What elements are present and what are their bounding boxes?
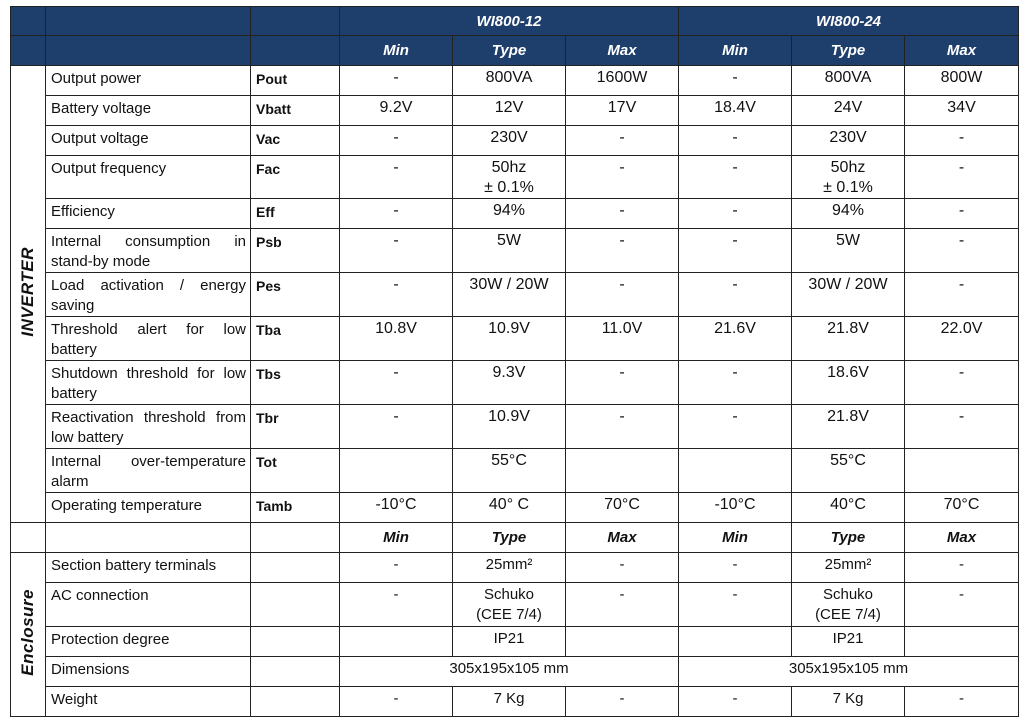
value-cell: 17V	[566, 96, 679, 126]
value-cell: -	[340, 273, 453, 317]
value-cell: -	[679, 583, 792, 627]
value-cell: -	[679, 199, 792, 229]
value-cell: 34V	[905, 96, 1019, 126]
value-cell: 21.8V	[792, 405, 905, 449]
value-cell: -	[340, 687, 453, 717]
parameter-symbol: Tbs	[251, 361, 340, 405]
value-cell: -	[679, 405, 792, 449]
value-cell: 800VA	[792, 66, 905, 96]
table-row	[11, 126, 1019, 156]
value-cell: -10°C	[340, 493, 453, 523]
table-row	[11, 657, 1019, 687]
value-cell	[905, 449, 1019, 493]
col-header-min: Min	[340, 523, 453, 553]
col-header-type: Type	[453, 36, 566, 66]
value-cell: -	[905, 361, 1019, 405]
value-cell: -	[679, 687, 792, 717]
parameter-symbol: Pes	[251, 273, 340, 317]
parameter-symbol	[251, 627, 340, 657]
value-cell: -	[905, 583, 1019, 627]
table-row	[11, 493, 1019, 523]
value-cell: -	[340, 199, 453, 229]
parameter-name: Output power	[46, 66, 251, 96]
col-header-type: Type	[792, 36, 905, 66]
value-cell	[340, 627, 453, 657]
value-cell: -	[566, 553, 679, 583]
parameter-name: Threshold alert for low battery	[46, 317, 251, 361]
section-label-cell	[11, 553, 46, 717]
table-row	[11, 317, 1019, 361]
value-cell: -	[340, 553, 453, 583]
parameter-symbol: Fac	[251, 156, 340, 199]
value-cell: -	[905, 405, 1019, 449]
col-header-min: Min	[679, 523, 792, 553]
table-row	[11, 229, 1019, 273]
parameter-symbol	[251, 657, 340, 687]
header-blank-cell	[251, 36, 340, 66]
value-cell: 25mm²	[792, 553, 905, 583]
table-row	[11, 553, 1019, 583]
value-cell: -	[566, 229, 679, 273]
value-cell: -	[340, 583, 453, 627]
value-cell: 11.0V	[566, 317, 679, 361]
value-cell: 70°C	[905, 493, 1019, 523]
table-row	[11, 96, 1019, 126]
value-cell: 21.8V	[792, 317, 905, 361]
value-cell: 12V	[453, 96, 566, 126]
parameter-name: Internal consumption in stand-by mode	[46, 229, 251, 273]
value-cell: 50hz ± 0.1%	[453, 156, 566, 199]
parameter-name: Shutdown threshold for low battery	[46, 361, 251, 405]
value-cell: 5W	[792, 229, 905, 273]
value-cell: -	[340, 229, 453, 273]
section-label-enclosure: Enclosure	[18, 589, 37, 676]
section-label-inverter: INVERTER	[18, 247, 37, 337]
value-cell: 9.2V	[340, 96, 453, 126]
header-blank-cell	[11, 523, 46, 553]
header-blank-cell	[11, 36, 46, 66]
inverter-section	[11, 66, 1019, 523]
value-cell: 22.0V	[905, 317, 1019, 361]
value-cell: -	[679, 361, 792, 405]
parameter-symbol: Tot	[251, 449, 340, 493]
table-row	[11, 687, 1019, 717]
value-cell: 55°C	[792, 449, 905, 493]
value-cell: -	[340, 126, 453, 156]
value-cell: -	[340, 361, 453, 405]
table-row	[11, 156, 1019, 199]
value-cell: -	[566, 687, 679, 717]
value-cell: -	[566, 156, 679, 199]
col-header-max: Max	[905, 36, 1019, 66]
table-row	[11, 66, 1019, 96]
table-row	[11, 449, 1019, 493]
value-cell: 40° C	[453, 493, 566, 523]
model-header-12v: WI800-12	[340, 7, 679, 36]
value-cell: 1600W	[566, 66, 679, 96]
value-cell: -	[340, 156, 453, 199]
parameter-name: Dimensions	[46, 657, 251, 687]
parameter-name: Operating temperature	[46, 493, 251, 523]
value-cell: -	[905, 687, 1019, 717]
value-cell: -	[566, 199, 679, 229]
value-cell: -	[566, 361, 679, 405]
col-header-max: Max	[566, 523, 679, 553]
parameter-symbol: Vac	[251, 126, 340, 156]
value-cell: 230V	[792, 126, 905, 156]
value-cell: 7 Kg	[453, 687, 566, 717]
table-row	[11, 405, 1019, 449]
value-cell: IP21	[792, 627, 905, 657]
header-blank-cell	[46, 36, 251, 66]
value-cell: -	[679, 66, 792, 96]
value-cell: 70°C	[566, 493, 679, 523]
parameter-name: Internal over-temperature alarm	[46, 449, 251, 493]
table-row	[11, 583, 1019, 627]
minmax-header-row	[11, 36, 1019, 66]
enclosure-section	[11, 553, 1019, 717]
model-header-row	[11, 7, 1019, 36]
value-cell: -	[905, 199, 1019, 229]
value-cell: Schuko (CEE 7/4)	[792, 583, 905, 627]
header-blank-cell	[46, 7, 251, 36]
value-cell: 9.3V	[453, 361, 566, 405]
table-row	[11, 627, 1019, 657]
value-cell: -	[679, 229, 792, 273]
value-cell: -	[905, 229, 1019, 273]
value-cell: -	[340, 66, 453, 96]
value-cell: -	[340, 405, 453, 449]
value-cell	[566, 449, 679, 493]
value-cell: 18.4V	[679, 96, 792, 126]
table-row	[11, 273, 1019, 317]
value-cell: 305x195x105 mm	[679, 657, 1019, 687]
parameter-symbol: Tamb	[251, 493, 340, 523]
value-cell: -	[905, 273, 1019, 317]
value-cell: 305x195x105 mm	[340, 657, 679, 687]
header-blank-cell	[251, 523, 340, 553]
value-cell: 30W / 20W	[453, 273, 566, 317]
value-cell: -	[905, 156, 1019, 199]
value-cell: -	[566, 583, 679, 627]
table-row	[11, 199, 1019, 229]
col-header-max: Max	[566, 36, 679, 66]
header-blank-cell	[251, 7, 340, 36]
col-header-type: Type	[792, 523, 905, 553]
col-header-type: Type	[453, 523, 566, 553]
parameter-symbol	[251, 687, 340, 717]
parameter-name: Weight	[46, 687, 251, 717]
value-cell: 55°C	[453, 449, 566, 493]
value-cell: 800W	[905, 66, 1019, 96]
parameter-symbol: Pout	[251, 66, 340, 96]
parameter-name: Efficiency	[46, 199, 251, 229]
value-cell: -	[679, 126, 792, 156]
value-cell: 94%	[792, 199, 905, 229]
value-cell: -	[679, 553, 792, 583]
value-cell: -	[566, 273, 679, 317]
value-cell: 50hz ± 0.1%	[792, 156, 905, 199]
value-cell: 800VA	[453, 66, 566, 96]
col-header-min: Min	[340, 36, 453, 66]
parameter-symbol: Psb	[251, 229, 340, 273]
value-cell: 94%	[453, 199, 566, 229]
parameter-symbol: Vbatt	[251, 96, 340, 126]
col-header-min: Min	[679, 36, 792, 66]
value-cell	[905, 627, 1019, 657]
value-cell: 10.8V	[340, 317, 453, 361]
value-cell: -	[679, 156, 792, 199]
parameter-symbol	[251, 583, 340, 627]
col-header-max: Max	[905, 523, 1019, 553]
value-cell	[566, 627, 679, 657]
parameter-name: Load activation / energy saving	[46, 273, 251, 317]
enclosure-header	[11, 523, 1019, 553]
value-cell: 7 Kg	[792, 687, 905, 717]
value-cell: -10°C	[679, 493, 792, 523]
value-cell	[340, 449, 453, 493]
value-cell: -	[905, 126, 1019, 156]
parameter-symbol: Eff	[251, 199, 340, 229]
value-cell: 230V	[453, 126, 566, 156]
value-cell: IP21	[453, 627, 566, 657]
parameter-name: AC connection	[46, 583, 251, 627]
value-cell: 10.9V	[453, 317, 566, 361]
parameter-name: Protection degree	[46, 627, 251, 657]
section-label-cell	[11, 66, 46, 523]
parameter-name: Section battery terminals	[46, 553, 251, 583]
value-cell: 10.9V	[453, 405, 566, 449]
value-cell	[679, 627, 792, 657]
value-cell: 40°C	[792, 493, 905, 523]
value-cell: -	[566, 126, 679, 156]
value-cell	[679, 449, 792, 493]
value-cell: -	[679, 273, 792, 317]
model-header-24v: WI800-24	[679, 7, 1019, 36]
header-blank-cell	[46, 523, 251, 553]
value-cell: 21.6V	[679, 317, 792, 361]
spec-table	[10, 6, 1019, 717]
value-cell: -	[905, 553, 1019, 583]
value-cell: 25mm²	[453, 553, 566, 583]
value-cell: -	[566, 405, 679, 449]
parameter-name: Reactivation threshold from low battery	[46, 405, 251, 449]
value-cell: 30W / 20W	[792, 273, 905, 317]
value-cell: 18.6V	[792, 361, 905, 405]
header-blank-cell	[11, 7, 46, 36]
minmax-subheader-row	[11, 523, 1019, 553]
parameter-symbol: Tba	[251, 317, 340, 361]
value-cell: 5W	[453, 229, 566, 273]
table-row	[11, 361, 1019, 405]
parameter-symbol	[251, 553, 340, 583]
value-cell: 24V	[792, 96, 905, 126]
parameter-name: Output voltage	[46, 126, 251, 156]
value-cell: Schuko (CEE 7/4)	[453, 583, 566, 627]
parameter-symbol: Tbr	[251, 405, 340, 449]
parameter-name: Battery voltage	[46, 96, 251, 126]
parameter-name: Output frequency	[46, 156, 251, 199]
